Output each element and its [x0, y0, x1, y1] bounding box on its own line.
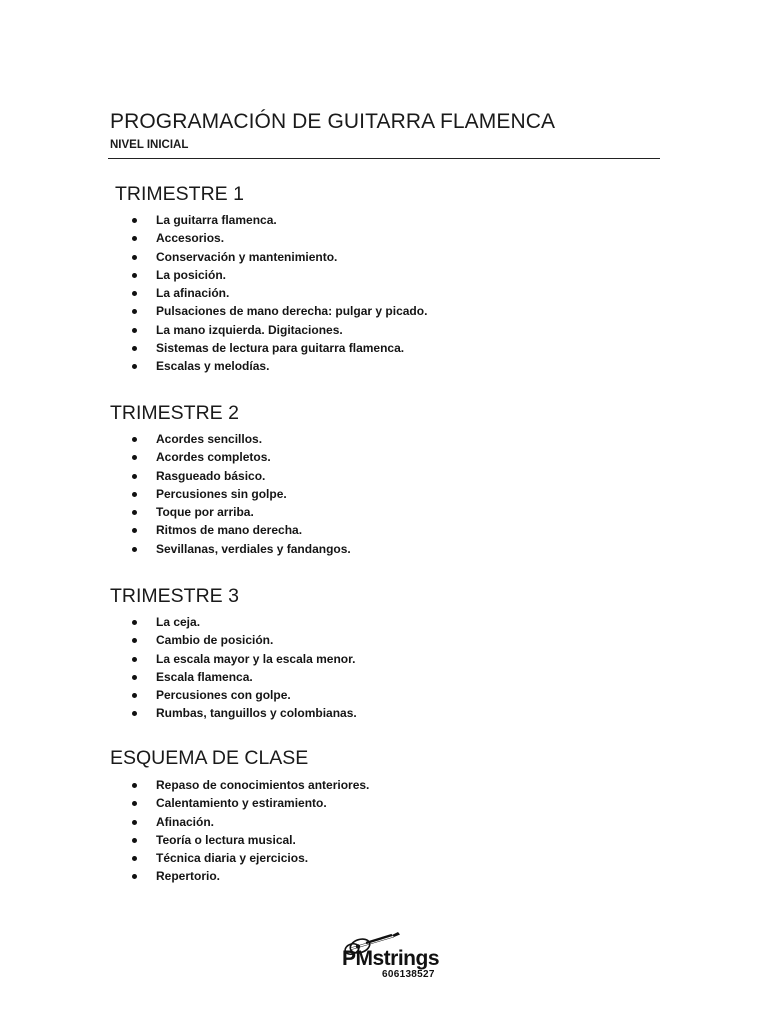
bullet-icon: [132, 309, 137, 314]
list-item-text: Conservación y mantenimiento.: [156, 249, 338, 264]
list-item-text: La guitarra flamenca.: [156, 213, 277, 227]
list-item-text: Escala flamenca.: [156, 669, 253, 684]
bullet-icon: [132, 528, 137, 533]
bullet-icon: [132, 273, 137, 278]
bullet-icon: [132, 547, 137, 552]
bullet-icon: [132, 328, 137, 333]
bullet-icon: [132, 620, 137, 625]
list-item-text: Percusiones con golpe.: [156, 688, 291, 703]
bullet-icon: [132, 218, 137, 223]
logo-phone: 606138527: [382, 969, 435, 980]
bullet-icon: [132, 291, 137, 296]
list-item-text: Repaso de conocimientos anteriores.: [156, 778, 370, 792]
section-heading: ESQUEMA DE CLASE: [110, 747, 309, 769]
bullet-icon: [132, 474, 137, 479]
list-item-text: Accesorios.: [156, 231, 225, 246]
bullet-icon: [132, 236, 137, 241]
list-item-text: La posición.: [156, 267, 227, 282]
document-subtitle: NIVEL INICIAL: [110, 139, 189, 151]
list-item-text: Pulsaciones de mano derecha: pulgar y picado.: [156, 304, 428, 319]
document-title: PROGRAMACIÓN DE GUITARRA FLAMENCA: [110, 110, 556, 133]
list-item-text: Acordes completos.: [156, 450, 271, 465]
list-item-text: Acordes sencillos.: [156, 432, 263, 446]
bullet-icon: [132, 820, 137, 825]
section-heading: TRIMESTRE 2: [110, 402, 239, 424]
list-item-text: Afinación.: [156, 814, 215, 829]
bullet-icon: [132, 364, 137, 369]
bullet-icon: [132, 510, 137, 515]
list-item-text: Rasgueado básico.: [156, 468, 266, 483]
list-item-text: Cambio de posición.: [156, 633, 274, 648]
list-item-text: Técnica diaria y ejercicios.: [156, 851, 309, 866]
list-item-text: Rumbas, tanguillos y colombianas.: [156, 706, 357, 721]
list-item-text: Sevillanas, verdiales y fandangos.: [156, 541, 351, 556]
bullet-icon: [132, 455, 137, 460]
bullet-icon: [132, 346, 137, 351]
bullet-icon: [132, 783, 137, 788]
logo-name: PMstrings: [342, 947, 440, 970]
pmstrings-logo: [330, 926, 438, 982]
list-item-text: Sistemas de lectura para guitarra flamenca.: [156, 341, 405, 356]
list-item-text: La afinación.: [156, 286, 230, 301]
title-divider: [108, 158, 660, 159]
section-heading: TRIMESTRE 3: [110, 585, 239, 607]
list-item-text: Toque por arriba.: [156, 505, 254, 520]
bullet-icon: [132, 638, 137, 643]
list-item-text: Teoría o lectura musical.: [156, 832, 296, 847]
list-item-text: La escala mayor y la escala menor.: [156, 651, 356, 666]
list-item-text: La ceja.: [156, 615, 201, 629]
bullet-icon: [132, 856, 137, 861]
section-heading: TRIMESTRE 1: [115, 183, 244, 205]
bullet-icon: [132, 675, 137, 680]
bullet-icon: [132, 693, 137, 698]
bullet-icon: [132, 492, 137, 497]
bullet-icon: [132, 711, 137, 716]
bullet-icon: [132, 874, 137, 879]
bullet-icon: [132, 437, 137, 442]
list-item-text: Repertorio.: [156, 869, 221, 884]
list-item-text: La mano izquierda. Digitaciones.: [156, 322, 343, 337]
list-item-text: Percusiones sin golpe.: [156, 486, 287, 501]
list-item-text: Escalas y melodías.: [156, 359, 270, 374]
bullet-icon: [132, 838, 137, 843]
bullet-icon: [132, 255, 137, 260]
bullet-icon: [132, 801, 137, 806]
list-item-text: Ritmos de mano derecha.: [156, 523, 303, 538]
bullet-icon: [132, 657, 137, 662]
list-item-text: Calentamiento y estiramiento.: [156, 796, 327, 811]
